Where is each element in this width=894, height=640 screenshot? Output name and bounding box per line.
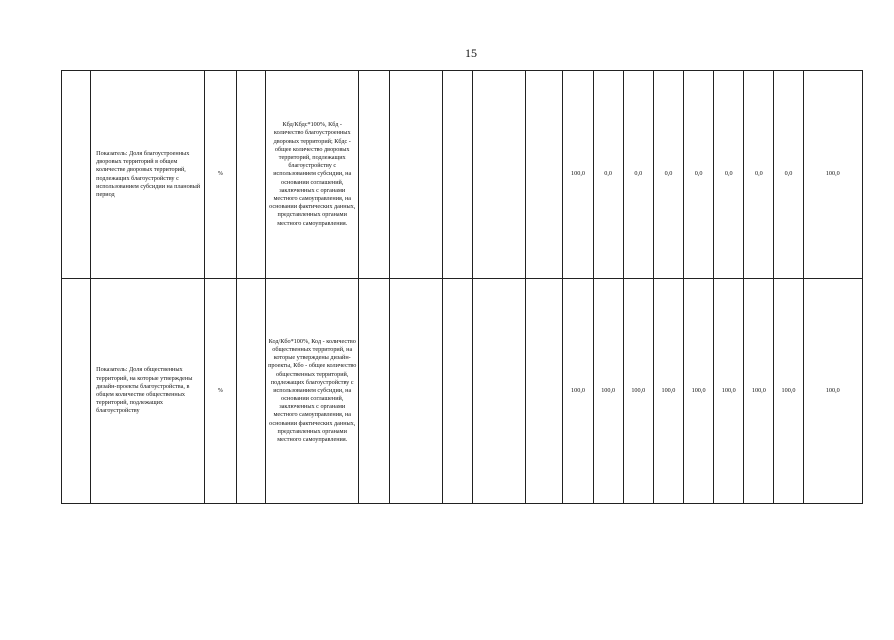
empty-cell bbox=[526, 279, 563, 504]
value-cell: 100,0 bbox=[593, 279, 623, 504]
value-cell: 100,0 bbox=[684, 279, 714, 504]
value-cell: 100,0 bbox=[714, 279, 744, 504]
value-cell: 100,0 bbox=[803, 71, 862, 279]
empty-cell bbox=[389, 279, 442, 504]
formula-cell: Кбд/Кбдс*100%, Кбд - количество благоустроенных дворовых территорий; Кбдс - общее количество дворовых территорий, подлежащих благоустройству с использованием субсидии, на основании соглашений, заключенных с органами местного самоуправления, на основании фактических данных, представленных органами местного самоуправления. bbox=[266, 71, 359, 279]
row-number-cell bbox=[62, 279, 91, 504]
value-cell: 100,0 bbox=[803, 279, 862, 504]
empty-cell bbox=[236, 71, 265, 279]
value-cell: 100,0 bbox=[563, 71, 593, 279]
value-cell: 0,0 bbox=[684, 71, 714, 279]
value-cell: 0,0 bbox=[593, 71, 623, 279]
value-cell: 0,0 bbox=[744, 71, 774, 279]
empty-cell bbox=[442, 279, 472, 504]
value-cell: 0,0 bbox=[653, 71, 683, 279]
value-cell: 100,0 bbox=[653, 279, 683, 504]
empty-cell bbox=[473, 71, 526, 279]
empty-cell bbox=[359, 279, 389, 504]
value-cell: 0,0 bbox=[623, 71, 653, 279]
value-cell: 0,0 bbox=[774, 71, 803, 279]
value-cell: 100,0 bbox=[623, 279, 653, 504]
empty-cell bbox=[473, 279, 526, 504]
empty-cell bbox=[526, 71, 563, 279]
indicator-name-cell: Показатель: Доля общественных территорий, на которые утверждены дизайн-проекты благоустройства, в общем количестве общественных территорий, подлежащих благоустройству bbox=[91, 279, 205, 504]
formula-cell: Код/Кбо*100%, Код - количество общественных территорий, на которые утверждены дизайн-проекты, Кбо - общее количество общественных территорий, подлежащих благоустройству с использованием субсидии, на основании соглашений, заключенных с органами местного самоуправления, на основании фактических данных, представленных органами местного самоуправления. bbox=[266, 279, 359, 504]
value-cell: 100,0 bbox=[563, 279, 593, 504]
indicators-table bbox=[61, 70, 863, 504]
table-row bbox=[62, 279, 863, 504]
indicator-name-cell: Показатель: Доля благоустроенных дворовых территорий в общем количестве дворовых территорий, подлежащих благоустройству с использованием субсидии на плановый период bbox=[91, 71, 205, 279]
table-row bbox=[62, 71, 863, 279]
unit-cell: % bbox=[204, 71, 236, 279]
unit-cell: % bbox=[204, 279, 236, 504]
empty-cell bbox=[236, 279, 265, 504]
value-cell: 100,0 bbox=[774, 279, 803, 504]
empty-cell bbox=[359, 71, 389, 279]
empty-cell bbox=[442, 71, 472, 279]
empty-cell bbox=[389, 71, 442, 279]
value-cell: 0,0 bbox=[714, 71, 744, 279]
row-number-cell bbox=[62, 71, 91, 279]
page-number: 15 bbox=[465, 46, 477, 60]
value-cell: 100,0 bbox=[744, 279, 774, 504]
